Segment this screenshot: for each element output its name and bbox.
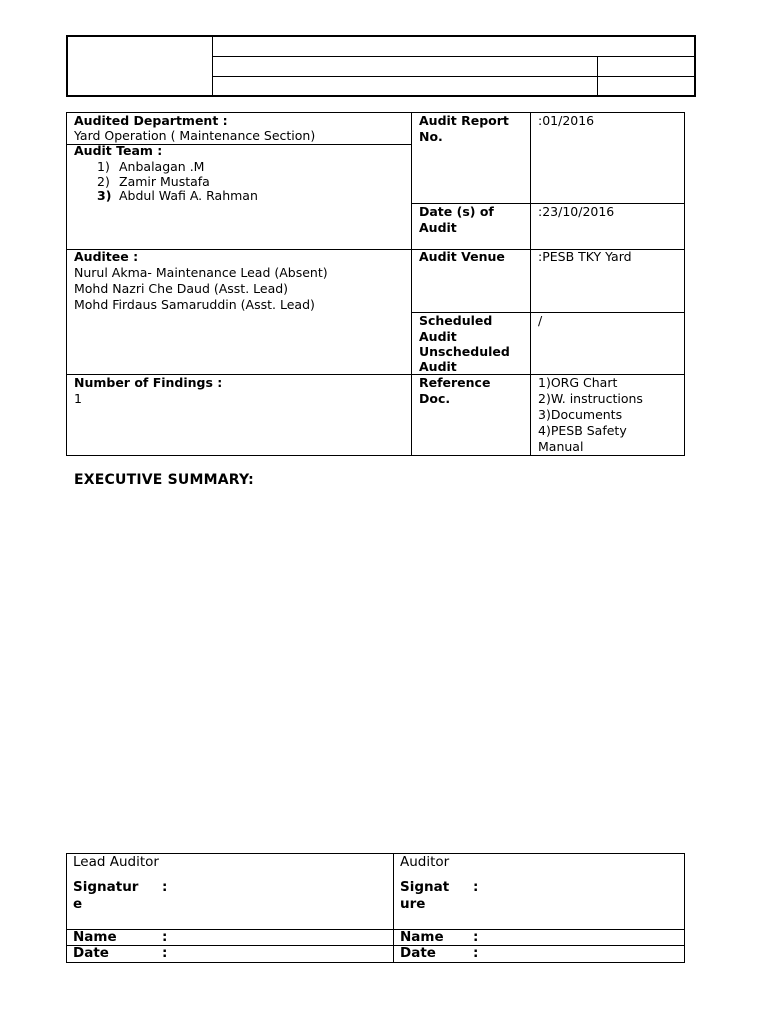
auditee-name: Nurul Akma- Maintenance Lead (Absent) <box>74 265 328 280</box>
header-row-line <box>212 76 695 77</box>
lead-date-label: Date <box>73 945 109 961</box>
audit-date-value: :23/10/2016 <box>538 204 615 219</box>
signature-table-divider <box>393 853 394 963</box>
audit-team-member <box>97 188 258 204</box>
signature-table-line <box>66 929 685 930</box>
list-number: 1) <box>97 159 110 174</box>
audit-team-member <box>97 159 204 175</box>
scheduled-label: Scheduled <box>419 313 493 328</box>
reference-doc-label: Reference <box>419 375 491 390</box>
scheduled-value: / <box>538 313 543 328</box>
lead-signature-label: Signatur <box>73 879 139 895</box>
audited-department-value: Yard Operation ( Maintenance Section) <box>74 128 316 143</box>
auditor-name-label: Name <box>400 929 444 945</box>
lead-signature-label: e <box>73 896 83 912</box>
colon: : <box>162 945 168 961</box>
report-no-label: Audit Report <box>419 113 509 128</box>
info-table-divider <box>530 112 531 456</box>
audit-venue-label: Audit Venue <box>419 249 505 264</box>
audit-date-label: Date (s) of <box>419 204 494 219</box>
member-name: Zamir Mustafa <box>119 174 210 189</box>
auditor-label: Auditor <box>400 854 450 870</box>
colon: : <box>162 879 168 895</box>
auditor-date-label: Date <box>400 945 436 961</box>
report-no-label: No. <box>419 129 443 144</box>
unscheduled-label: Unscheduled <box>419 344 510 359</box>
reference-doc-label: Doc. <box>419 391 451 406</box>
header-divider <box>212 36 213 96</box>
executive-summary-heading: EXECUTIVE SUMMARY: <box>74 472 254 488</box>
audit-venue-value: :PESB TKY Yard <box>538 249 632 264</box>
colon: : <box>473 879 479 895</box>
header-divider <box>597 56 598 96</box>
findings-label: Number of Findings : <box>74 375 223 390</box>
reference-doc-item: 3)Documents <box>538 407 623 422</box>
auditor-signature-label: Signat <box>400 879 450 895</box>
colon: : <box>473 945 479 961</box>
header-box <box>66 35 696 97</box>
lead-name-label: Name <box>73 929 117 945</box>
auditor-signature-label: ure <box>400 896 426 912</box>
auditee-name: Mohd Firdaus Samaruddin (Asst. Lead) <box>74 297 315 312</box>
list-number: 2) <box>97 174 110 189</box>
report-no-value: :01/2016 <box>538 113 595 128</box>
list-number: 3) <box>97 188 112 203</box>
audit-team-label: Audit Team : <box>74 143 163 158</box>
auditee-label: Auditee : <box>74 249 139 264</box>
member-name: Anbalagan .M <box>119 159 205 174</box>
audit-date-label: Audit <box>419 220 457 235</box>
signature-table-line <box>66 945 685 946</box>
audited-department-label: Audited Department : <box>74 113 228 128</box>
member-name: Abdul Wafi A. Rahman <box>119 188 258 203</box>
auditee-name: Mohd Nazri Che Daud (Asst. Lead) <box>74 281 289 296</box>
lead-auditor-label: Lead Auditor <box>73 854 159 870</box>
findings-value: 1 <box>74 391 82 406</box>
colon: : <box>473 929 479 945</box>
colon: : <box>162 929 168 945</box>
scheduled-label: Audit <box>419 329 457 344</box>
reference-doc-item: 2)W. instructions <box>538 391 643 406</box>
reference-doc-item: 1)ORG Chart <box>538 375 618 390</box>
reference-doc-item: Manual <box>538 439 584 454</box>
reference-doc-item: 4)PESB Safety <box>538 423 627 438</box>
header-row-line <box>212 56 695 57</box>
info-table-divider <box>411 112 412 456</box>
unscheduled-label: Audit <box>419 359 457 374</box>
